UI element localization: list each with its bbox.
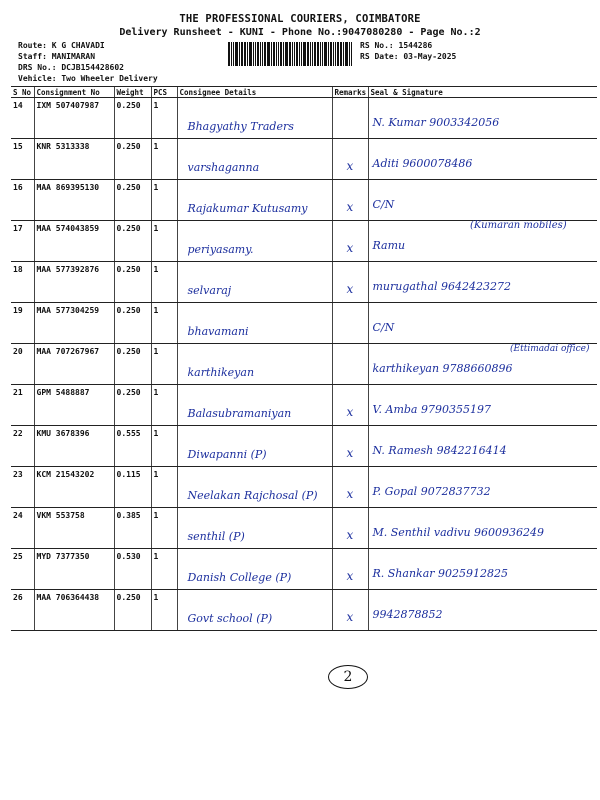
row-consignee <box>177 385 332 426</box>
row-consignment: KCM 21543202 <box>34 467 114 508</box>
row-remark-handwriting: x <box>346 528 354 542</box>
col-signature: Seal & Signature <box>368 87 597 98</box>
row-remark-handwriting: x <box>346 487 354 501</box>
table-row <box>11 262 597 303</box>
row-weight: 0.555 <box>114 426 151 467</box>
col-pcs: PCS <box>151 87 177 98</box>
row-pcs: 1 <box>151 262 177 303</box>
row-consignee-handwriting: periyasamy. <box>187 243 254 256</box>
table-row <box>11 590 597 631</box>
row-signature <box>368 590 597 631</box>
row-consignee <box>177 590 332 631</box>
row-consignee <box>177 508 332 549</box>
row-remark <box>332 590 368 631</box>
row-consignee <box>177 98 332 139</box>
row-remark <box>332 262 368 303</box>
row-weight: 0.250 <box>114 139 151 180</box>
row-consignee <box>177 344 332 385</box>
row-remark-handwriting: x <box>346 159 354 173</box>
row-weight: 0.115 <box>114 467 151 508</box>
row-signature-handwriting: M. Senthil vadivu 9600936249 <box>372 526 545 539</box>
row-remark <box>332 385 368 426</box>
row-sno: 23 <box>11 467 34 508</box>
table-row <box>11 385 597 426</box>
row-consignment: IXM 507407987 <box>34 98 114 139</box>
table-row <box>11 426 597 467</box>
note-row17: (Kumaran mobiles) <box>470 220 567 231</box>
row-signature-handwriting: 9942878852 <box>372 608 443 621</box>
row-consignee-handwriting: Rajakumar Kutusamy <box>187 202 308 215</box>
row-consignment: MAA 706364438 <box>34 590 114 631</box>
row-signature-handwriting: C/N <box>372 321 395 334</box>
row-consignee-handwriting: bhavamani <box>187 325 249 338</box>
row-consignment: MYD 7377350 <box>34 549 114 590</box>
row-consignee-handwriting: Balasubramaniyan <box>187 407 292 420</box>
row-weight: 0.530 <box>114 549 151 590</box>
row-sno: 24 <box>11 508 34 549</box>
table-row <box>11 303 597 344</box>
row-consignee-handwriting: varshaganna <box>187 161 260 174</box>
row-remark <box>332 344 368 385</box>
note-row20: (Ettimadai office) <box>510 344 590 354</box>
row-weight: 0.250 <box>114 303 151 344</box>
row-signature-handwriting: karthikeyan 9788660896 <box>372 362 513 375</box>
row-sno: 18 <box>11 262 34 303</box>
row-consignee-handwriting: karthikeyan <box>187 366 255 379</box>
row-sno: 25 <box>11 549 34 590</box>
row-pcs: 1 <box>151 139 177 180</box>
row-consignee <box>177 180 332 221</box>
row-remark-handwriting: x <box>346 569 354 583</box>
runsheet-title: THE PROFESSIONAL COURIERS, COIMBATORE <box>179 13 421 25</box>
row-sno: 26 <box>11 590 34 631</box>
row-consignee <box>177 303 332 344</box>
table-row <box>11 180 597 221</box>
row-sno: 19 <box>11 303 34 344</box>
row-consignee <box>177 426 332 467</box>
row-weight: 0.250 <box>114 344 151 385</box>
row-remark <box>332 426 368 467</box>
row-sno: 14 <box>11 98 34 139</box>
row-remark-handwriting: x <box>346 405 354 419</box>
row-sno: 22 <box>11 426 34 467</box>
row-consignment: MAA 577392876 <box>34 262 114 303</box>
row-consignment: MAA 574043859 <box>34 221 114 262</box>
row-consignee-handwriting: selvaraj <box>187 284 232 297</box>
row-consignee <box>177 467 332 508</box>
row-sno: 20 <box>11 344 34 385</box>
row-consignment: KNR 5313338 <box>34 139 114 180</box>
row-remark <box>332 180 368 221</box>
table-row <box>11 467 597 508</box>
table-header <box>11 87 597 98</box>
row-signature <box>368 549 597 590</box>
row-remark <box>332 467 368 508</box>
row-consignee <box>177 549 332 590</box>
row-remark <box>332 221 368 262</box>
row-remark-handwriting: x <box>346 610 354 624</box>
row-pcs: 1 <box>151 344 177 385</box>
row-signature-handwriting: R. Shankar 9025912825 <box>372 567 509 580</box>
row-remark <box>332 549 368 590</box>
row-remark <box>332 508 368 549</box>
row-remark-handwriting: x <box>346 200 354 214</box>
col-remarks: Remarks <box>332 87 368 98</box>
row-consignee-handwriting: Danish College (P) <box>187 571 292 584</box>
row-consignment: MAA 707267967 <box>34 344 114 385</box>
table-row <box>11 508 597 549</box>
row-weight: 0.250 <box>114 221 151 262</box>
row-signature-handwriting: N. Kumar 9003342056 <box>372 116 500 129</box>
row-signature <box>368 262 597 303</box>
row-signature-handwriting: N. Ramesh 9842216414 <box>372 444 507 457</box>
row-sno: 15 <box>11 139 34 180</box>
table-row <box>11 549 597 590</box>
row-signature <box>368 467 597 508</box>
row-sno: 21 <box>11 385 34 426</box>
row-signature <box>368 180 597 221</box>
rs-date: RS Date: 03-May-2025 <box>360 52 457 61</box>
row-signature-handwriting: Ramu <box>372 239 406 252</box>
row-consignment: MAA 577304259 <box>34 303 114 344</box>
row-signature-handwriting: V. Amba 9790355197 <box>372 403 491 416</box>
row-consignee-handwriting: Govt school (P) <box>187 612 273 625</box>
row-weight: 0.250 <box>114 180 151 221</box>
vehicle: Vehicle: Two Wheeler Delivery <box>18 74 158 83</box>
row-signature-handwriting: Aditi 9600078486 <box>372 157 473 170</box>
col-weight: Weight <box>114 87 151 98</box>
row-signature-handwriting: P. Gopal 9072837732 <box>372 485 491 498</box>
row-remark <box>332 303 368 344</box>
table-row <box>11 98 597 139</box>
row-pcs: 1 <box>151 467 177 508</box>
row-remark-handwriting: x <box>346 446 354 460</box>
row-signature <box>368 98 597 139</box>
row-pcs: 1 <box>151 590 177 631</box>
row-consignment: VKM 553758 <box>34 508 114 549</box>
row-weight: 0.250 <box>114 590 151 631</box>
row-pcs: 1 <box>151 508 177 549</box>
row-remark <box>332 98 368 139</box>
row-pcs: 1 <box>151 549 177 590</box>
row-weight: 0.250 <box>114 385 151 426</box>
row-consignee <box>177 262 332 303</box>
col-sno: S No <box>11 87 34 98</box>
row-consignment: MAA 869395130 <box>34 180 114 221</box>
meta-left <box>18 40 158 84</box>
runsheet-subtitle: Delivery Runsheet - KUNI - Phone No.:9047080280 - Page No.:2 <box>119 27 481 38</box>
row-signature <box>368 385 597 426</box>
drs-number: DRS No.: DCJB154428602 <box>18 63 124 72</box>
row-sno: 16 <box>11 180 34 221</box>
row-signature-handwriting: C/N <box>372 198 395 211</box>
row-signature <box>368 139 597 180</box>
row-pcs: 1 <box>151 221 177 262</box>
row-signature <box>368 508 597 549</box>
meta-right <box>360 40 456 62</box>
row-weight: 0.385 <box>114 508 151 549</box>
col-consignment: Consignment No <box>34 87 114 98</box>
row-remark <box>332 139 368 180</box>
row-consignee-handwriting: senthil (P) <box>187 530 245 543</box>
staff: Staff: MANIMARAN <box>18 52 96 61</box>
row-weight: 0.250 <box>114 98 151 139</box>
row-weight: 0.250 <box>114 262 151 303</box>
barcode-icon <box>228 42 354 66</box>
row-consignee-handwriting: Bhagyathy Traders <box>187 120 294 133</box>
row-consignee <box>177 139 332 180</box>
table-row <box>11 139 597 180</box>
row-pcs: 1 <box>151 303 177 344</box>
row-signature <box>368 426 597 467</box>
col-consignee: Consignee Details <box>177 87 332 98</box>
row-pcs: 1 <box>151 180 177 221</box>
row-remark-handwriting: x <box>346 282 354 296</box>
runsheet-table <box>11 86 597 631</box>
row-pcs: 1 <box>151 385 177 426</box>
row-consignee-handwriting: Neelakan Rajchosal (P) <box>187 489 318 502</box>
row-consignee-handwriting: Diwapanni (P) <box>187 448 267 461</box>
row-remark-handwriting: x <box>346 241 354 255</box>
rs-number: RS No.: 1544286 <box>360 41 433 50</box>
row-pcs: 1 <box>151 98 177 139</box>
row-consignee <box>177 221 332 262</box>
row-consignment: KMU 3678396 <box>34 426 114 467</box>
route: Route: K G CHAVADI <box>18 41 105 50</box>
row-pcs: 1 <box>151 426 177 467</box>
row-consignment: GPM 5488887 <box>34 385 114 426</box>
row-signature <box>368 303 597 344</box>
row-sno: 17 <box>11 221 34 262</box>
row-signature-handwriting: murugathal 9642423272 <box>372 280 512 293</box>
page-mark: 2 <box>328 665 368 689</box>
